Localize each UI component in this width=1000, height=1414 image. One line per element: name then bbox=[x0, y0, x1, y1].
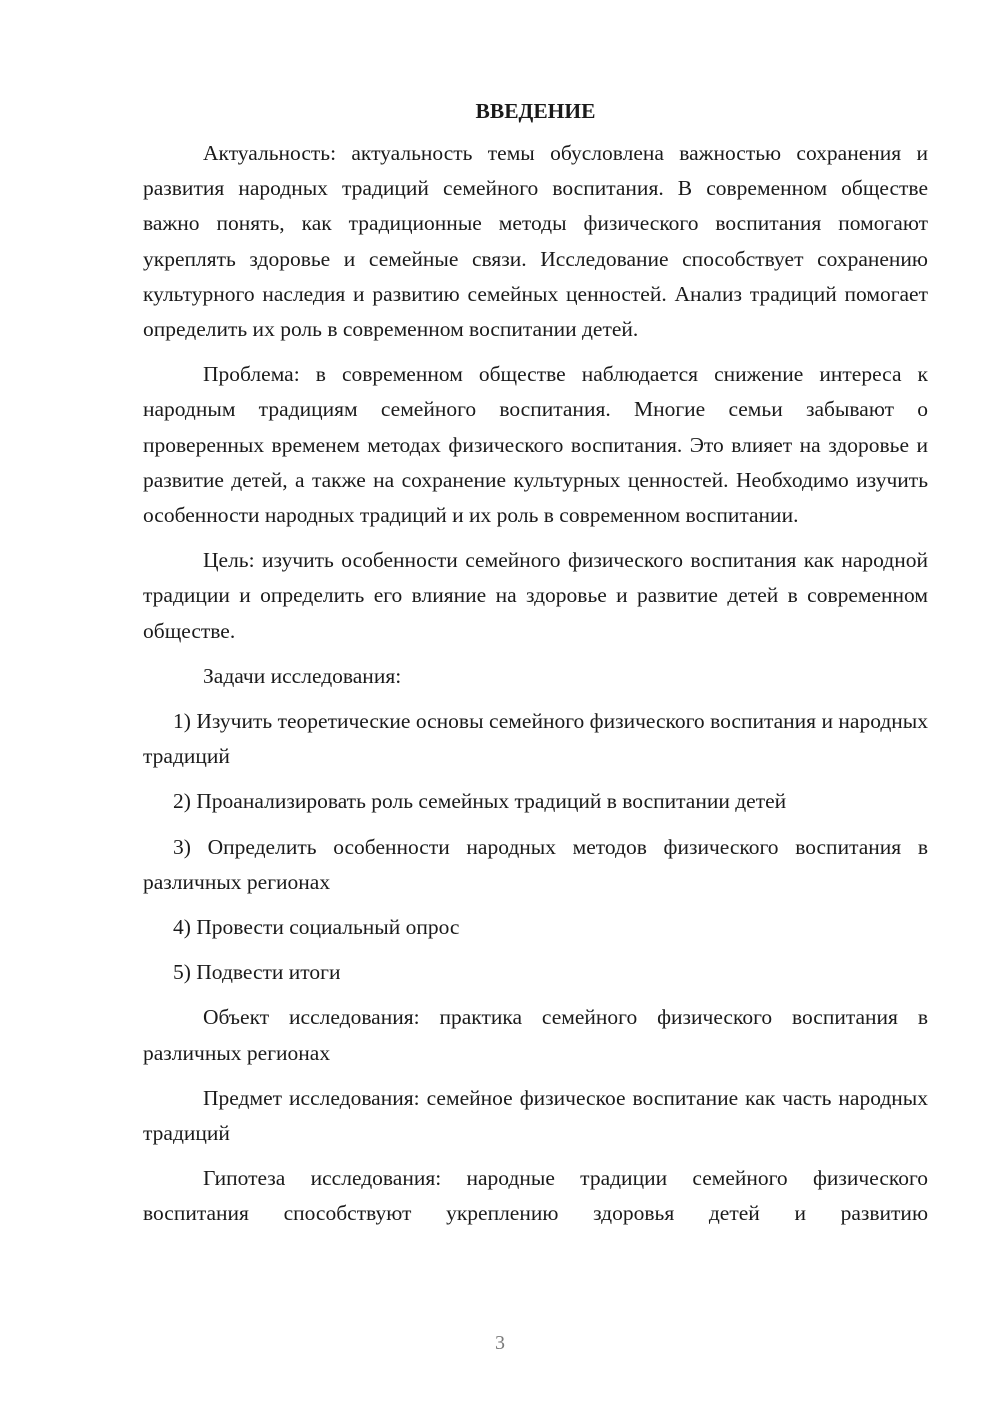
paragraph-object: Объект исследования: практика семейного физического воспитания в различных регионах bbox=[143, 1005, 928, 1065]
paragraph-subject: Предмет исследования: семейное физическое воспитание как часть народных традиций bbox=[143, 1085, 928, 1146]
task-item-1: 1) Изучить теоретические основы семейного физического воспитания и народных традиций bbox=[143, 709, 928, 769]
task-item-3: 3) Определить особенности народных методов физического воспитания в различных регионах bbox=[143, 834, 928, 894]
paragraph-problem: Проблема: в современном обществе наблюдается снижение интереса к народным традициям семейного воспитания. Многие семьи забывают о проверенных временем методах физического воспитания. Это влияет на здоровье и развитие детей, а также на сохранение культурных ценностей. Необходимо изучить особенности народных традиций и их роль в современном воспитании. bbox=[143, 362, 928, 528]
task-item-4: 4) Провести социальный опрос bbox=[173, 915, 460, 940]
section-title: ВВЕДЕНИЕ bbox=[475, 99, 596, 123]
page-number: 3 bbox=[495, 1332, 505, 1354]
paragraph-relevance: Актуальность: актуальность темы обусловлена важностью сохранения и развития народных традиций семейного воспитания. В современном обществе важно понять, как традиционные методы физического воспитания помогают укреплять здоровье и семейные связи. Исследование способствует сохранению культурного наследия и развитию семейных ценностей. Анализ традиций помогает определить их роль в современном воспитании детей. bbox=[143, 141, 928, 342]
paragraph-goal: Цель: изучить особенности семейного физического воспитания как народной традиции и определить его влияние на здоровье и развитие детей в современном обществе. bbox=[143, 548, 928, 643]
task-item-2: 2) Проанализировать роль семейных традиций в воспитании детей bbox=[173, 789, 787, 814]
paragraph-tasks-heading: Задачи исследования: bbox=[203, 663, 402, 688]
task-item-5: 5) Подвести итоги bbox=[173, 960, 341, 985]
document-page bbox=[143, 94, 928, 1232]
paragraph-hypothesis: Гипотеза исследования: народные традиции семейного физического воспитания способствуют укреплению здоровья детей и развитию bbox=[143, 1166, 928, 1226]
